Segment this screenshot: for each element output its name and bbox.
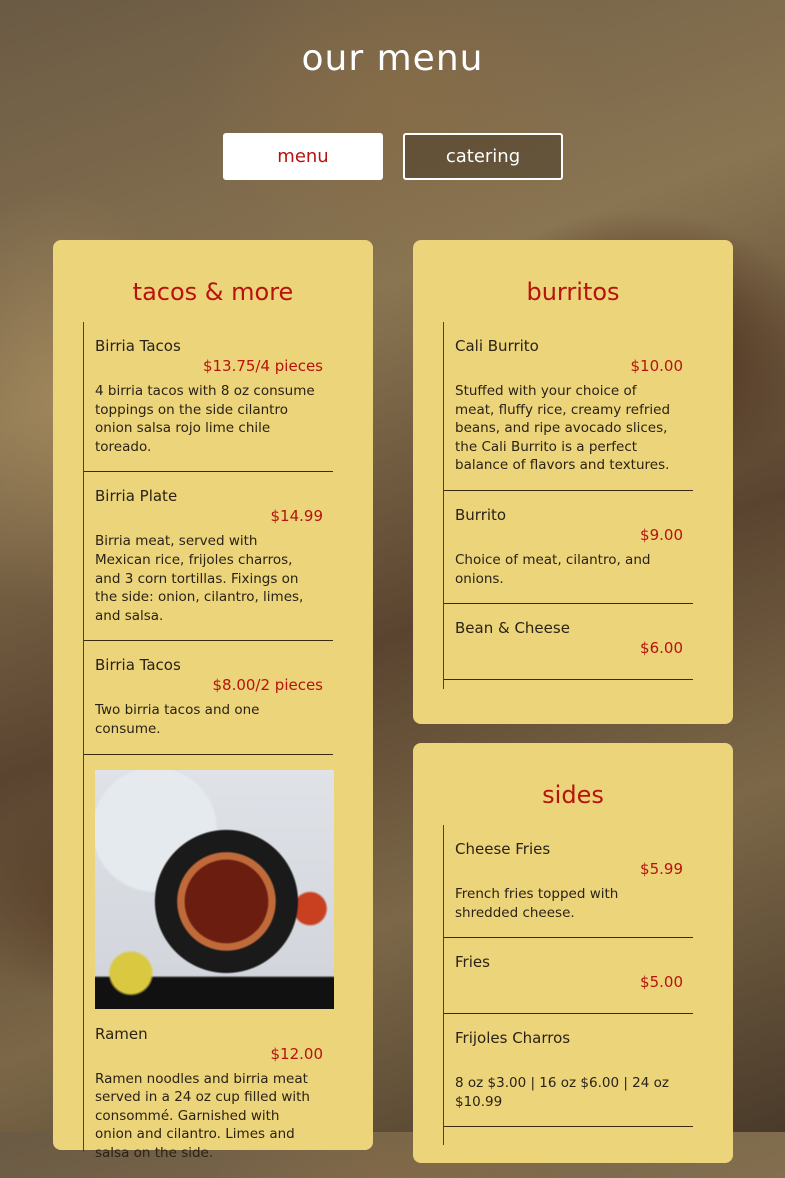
menu-item-name: Ramen <box>95 1024 148 1043</box>
page-title: our menu <box>301 38 484 79</box>
menu-item-price: $10.00 <box>630 357 683 375</box>
menu-item-name: Frijoles Charros <box>455 1029 571 1048</box>
menu-item-price: $8.00/2 pieces <box>212 676 323 695</box>
menu-item-name: Burrito <box>455 505 507 524</box>
menu-item <box>84 641 333 754</box>
menu-item <box>84 322 333 472</box>
menu-item-name: Cali Burrito <box>455 337 539 355</box>
ramen-photo <box>95 770 334 1009</box>
menu-item-description <box>455 998 693 1013</box>
menu-item <box>444 938 693 1014</box>
section-title-burritos: burritos <box>526 278 620 306</box>
menu-card-sides <box>413 743 733 1163</box>
menu-item <box>444 825 693 938</box>
menu-item-description: French fries topped with shredded cheese. <box>455 886 619 921</box>
menu-list-tacos <box>83 322 333 1161</box>
section-title-tacos: tacos & more <box>132 278 294 306</box>
menu-item-price: $6.00 <box>640 639 683 658</box>
menu-card-burritos <box>413 240 733 724</box>
menu-item <box>444 1014 693 1127</box>
menu-item-price: $9.00 <box>640 525 683 544</box>
menu-list-burritos <box>443 322 693 689</box>
tab-catering[interactable]: catering <box>403 133 563 180</box>
menu-item-description <box>455 664 693 679</box>
menu-item-name: Birria Plate <box>95 487 178 506</box>
menu-card-tacos <box>53 240 373 1161</box>
menu-item-price: $5.99 <box>640 860 683 878</box>
menu-item-description: Birria meat, served with Mexican rice, frijoles charros, and 3 corn tortillas. Fixings on the side: onion, cilantro, limes, and salsa. <box>95 533 304 624</box>
section-title-sides: sides <box>542 781 604 809</box>
menu-item-price: $5.00 <box>640 973 683 992</box>
menu-item <box>444 491 693 604</box>
menu-item-description: 4 birria tacos with 8 oz consume toppings on the side cilantro onion salsa rojo lime chile toreado. <box>95 383 315 455</box>
menu-item-description: Two birria tacos and one consume. <box>95 702 260 737</box>
menu-item <box>444 322 693 491</box>
menu-item-price <box>455 1049 693 1067</box>
tab-menu[interactable]: menu <box>223 133 383 180</box>
menu-item-price: $13.75/4 pieces <box>202 357 323 375</box>
menu-item-name: Birria Tacos <box>95 656 181 675</box>
menu-item-name: Cheese Fries <box>455 840 551 858</box>
menu-item-description: 8 oz $3.00 | 16 oz $6.00 | 24 oz $10.99 <box>455 1075 669 1110</box>
menu-item-price: $12.00 <box>270 1044 323 1063</box>
menu-item-description: Choice of meat, cilantro, and onions. <box>455 551 651 587</box>
menu-item-name: Fries <box>455 953 490 972</box>
menu-item <box>444 604 693 680</box>
menu-item-description: Stuffed with your choice of meat, fluffy rice, creamy refried beans, and ripe avocado slices, the Cali Burrito is a perfect balance of flavors and textures. <box>455 383 671 474</box>
menu-list-sides <box>443 825 693 1145</box>
menu-item-price: $14.99 <box>270 507 323 526</box>
menu-item-description: Ramen noodles and birria meat served in a 24 oz cup filled with consommé. Garnished with onion and cilantro. Limes and salsa on the side. <box>95 1070 310 1161</box>
menu-item <box>84 1009 333 1178</box>
menu-item-name: Birria Tacos <box>95 337 181 355</box>
menu-item-name: Bean & Cheese <box>455 619 570 638</box>
menu-item <box>84 472 333 641</box>
